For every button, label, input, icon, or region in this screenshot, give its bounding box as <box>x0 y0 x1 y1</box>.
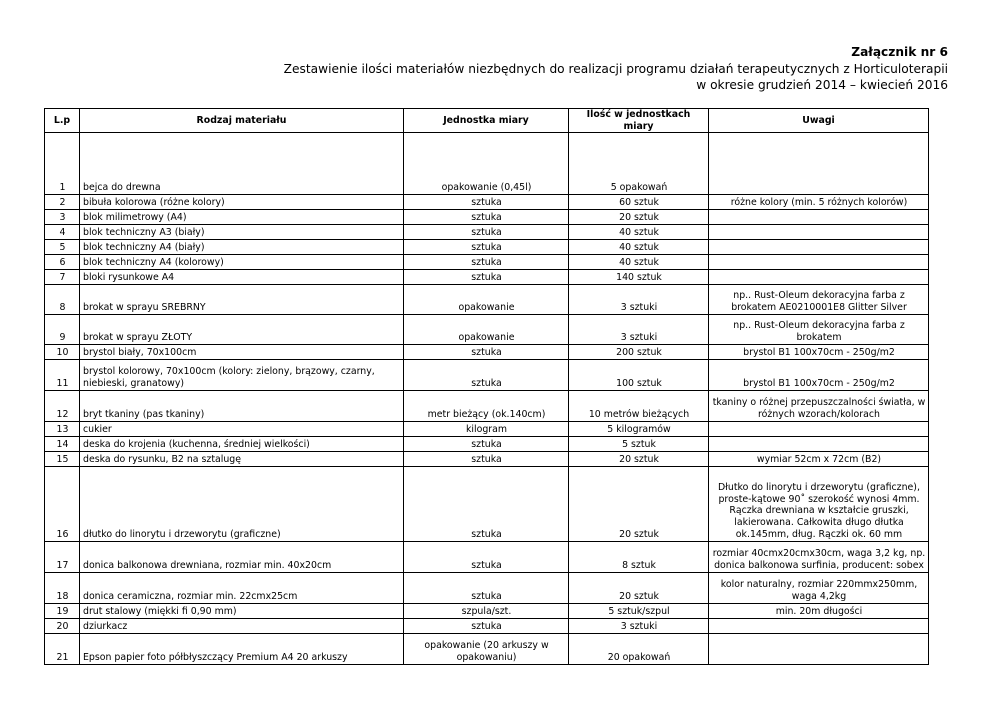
notes-cell <box>709 210 929 225</box>
row-number-cell: 19 <box>45 604 80 619</box>
notes-cell <box>709 422 929 437</box>
table-row <box>45 195 929 210</box>
unit-cell: sztuka <box>404 225 569 240</box>
table-row <box>45 604 929 619</box>
notes-cell <box>709 133 929 195</box>
table-row <box>45 619 929 634</box>
quantity-cell: 10 metrów bieżących <box>569 391 709 422</box>
material-name-cell: drut stalowy (miękki fi 0,90 mm) <box>80 604 404 619</box>
material-name-cell: bibuła kolorowa (różne kolory) <box>80 195 404 210</box>
unit-cell: kilogram <box>404 422 569 437</box>
unit-cell: sztuka <box>404 360 569 391</box>
notes-cell: np.. Rust-Oleum dekoracyjna farba z brokatem AE0210001E8 Glitter Silver <box>709 285 929 315</box>
table-row <box>45 315 929 345</box>
unit-cell: metr bieżący (ok.140cm) <box>404 391 569 422</box>
table-row <box>45 210 929 225</box>
material-name-cell: bryt tkaniny (pas tkaniny) <box>80 391 404 422</box>
notes-cell: tkaniny o różnej przepuszczalności światła, w różnych wzorach/kolorach <box>709 391 929 422</box>
notes-cell: np.. Rust-Oleum dekoracyjna farba z brokatem <box>709 315 929 345</box>
row-number-cell: 12 <box>45 391 80 422</box>
row-number-cell: 21 <box>45 634 80 665</box>
notes-cell: Dłutko do linorytu i drzeworytu (graficzne), proste-kątowe 90˚ szerokość wynosi 4mm. Rączka drewniana w kształcie gruszki, lakierowana. Całkowita długo dłutka ok.145mm, dług. Rączki ok. 60 mm <box>709 467 929 542</box>
material-name-cell: brystol kolorowy, 70x100cm (kolory: zielony, brązowy, czarny, niebieski, granatowy) <box>80 360 404 391</box>
notes-cell <box>709 634 929 665</box>
quantity-cell: 200 sztuk <box>569 345 709 360</box>
material-name-cell: deska do krojenia (kuchenna, średniej wielkości) <box>80 437 404 452</box>
table-row <box>45 240 929 255</box>
unit-cell: sztuka <box>404 452 569 467</box>
material-name-cell: dłutko do linorytu i drzeworytu (graficzne) <box>80 467 404 542</box>
material-name-cell: donica ceramiczna, rozmiar min. 22cmx25cm <box>80 573 404 604</box>
notes-cell <box>709 255 929 270</box>
quantity-cell: 5 kilogramów <box>569 422 709 437</box>
row-number-cell: 20 <box>45 619 80 634</box>
unit-cell: sztuka <box>404 210 569 225</box>
quantity-cell: 20 sztuk <box>569 573 709 604</box>
quantity-cell: 5 opakowań <box>569 133 709 195</box>
unit-cell: sztuka <box>404 619 569 634</box>
material-name-cell: dziurkacz <box>80 619 404 634</box>
table-row <box>45 345 929 360</box>
row-number-cell: 11 <box>45 360 80 391</box>
unit-cell: sztuka <box>404 467 569 542</box>
unit-cell: sztuka <box>404 437 569 452</box>
quantity-cell: 60 sztuk <box>569 195 709 210</box>
row-number-cell: 4 <box>45 225 80 240</box>
material-name-cell: Epson papier foto półbłyszczący Premium A4 20 arkuszy <box>80 634 404 665</box>
table-body <box>45 133 929 665</box>
material-name-cell: brokat w sprayu SREBRNY <box>80 285 404 315</box>
notes-cell: rozmiar 40cmx20cmx30cm, waga 3,2 kg, np. donica balkonowa surfinia, producent: sobex <box>709 542 929 573</box>
notes-cell <box>709 270 929 285</box>
notes-cell: brystol B1 100x70cm - 250g/m2 <box>709 345 929 360</box>
table-row <box>45 270 929 285</box>
row-number-cell: 16 <box>45 467 80 542</box>
unit-cell: sztuka <box>404 240 569 255</box>
quantity-cell: 3 sztuki <box>569 619 709 634</box>
row-number-cell: 8 <box>45 285 80 315</box>
material-name-cell: blok milimetrowy (A4) <box>80 210 404 225</box>
unit-cell: sztuka <box>404 542 569 573</box>
unit-cell: sztuka <box>404 270 569 285</box>
table-row <box>45 542 929 573</box>
unit-cell: sztuka <box>404 573 569 604</box>
notes-cell <box>709 619 929 634</box>
quantity-cell: 3 sztuki <box>569 315 709 345</box>
row-number-cell: 14 <box>45 437 80 452</box>
quantity-cell: 20 sztuk <box>569 210 709 225</box>
table-row <box>45 133 929 195</box>
material-name-cell: brokat w sprayu ZŁOTY <box>80 315 404 345</box>
quantity-cell: 20 sztuk <box>569 452 709 467</box>
quantity-cell: 20 sztuk <box>569 467 709 542</box>
table-row <box>45 391 929 422</box>
table-row <box>45 452 929 467</box>
unit-cell: opakowanie <box>404 315 569 345</box>
quantity-cell: 5 sztuk <box>569 437 709 452</box>
table-row <box>45 225 929 240</box>
material-name-cell: brystol biały, 70x100cm <box>80 345 404 360</box>
quantity-cell: 40 sztuk <box>569 255 709 270</box>
notes-cell: min. 20m długości <box>709 604 929 619</box>
quantity-cell: 3 sztuki <box>569 285 709 315</box>
row-number-cell: 10 <box>45 345 80 360</box>
table-row <box>45 437 929 452</box>
row-number-cell: 15 <box>45 452 80 467</box>
material-name-cell: deska do rysunku, B2 na sztalugę <box>80 452 404 467</box>
unit-cell: szpula/szt. <box>404 604 569 619</box>
unit-cell: sztuka <box>404 195 569 210</box>
row-number-cell: 2 <box>45 195 80 210</box>
annex-title: Załącznik nr 6 <box>851 45 948 59</box>
material-name-cell: blok techniczny A4 (biały) <box>80 240 404 255</box>
notes-cell <box>709 437 929 452</box>
unit-cell: sztuka <box>404 255 569 270</box>
notes-cell <box>709 240 929 255</box>
material-name-cell: blok techniczny A4 (kolorowy) <box>80 255 404 270</box>
notes-cell: wymiar 52cm x 72cm (B2) <box>709 452 929 467</box>
table-header-row <box>45 109 929 133</box>
unit-cell: opakowanie <box>404 285 569 315</box>
quantity-cell: 40 sztuk <box>569 225 709 240</box>
table-row <box>45 573 929 604</box>
column-header-material: Rodzaj materiału <box>80 109 404 133</box>
quantity-cell: 8 sztuk <box>569 542 709 573</box>
column-header-notes: Uwagi <box>709 109 929 133</box>
materials-table <box>44 108 929 665</box>
row-number-cell: 17 <box>45 542 80 573</box>
notes-cell: kolor naturalny, rozmiar 220mmx250mm, waga 4,2kg <box>709 573 929 604</box>
row-number-cell: 18 <box>45 573 80 604</box>
table-row <box>45 255 929 270</box>
column-header-lp: L.p <box>45 109 80 133</box>
column-header-quantity: Ilość w jednostkach miary <box>569 109 709 133</box>
material-name-cell: bloki rysunkowe A4 <box>80 270 404 285</box>
notes-cell: różne kolory (min. 5 różnych kolorów) <box>709 195 929 210</box>
table-row <box>45 422 929 437</box>
row-number-cell: 1 <box>45 133 80 195</box>
table-row <box>45 467 929 542</box>
row-number-cell: 3 <box>45 210 80 225</box>
document-period: w okresie grudzień 2014 – kwiecień 2016 <box>696 78 948 92</box>
material-name-cell: blok techniczny A3 (biały) <box>80 225 404 240</box>
material-name-cell: donica balkonowa drewniana, rozmiar min. 40x20cm <box>80 542 404 573</box>
quantity-cell: 100 sztuk <box>569 360 709 391</box>
material-name-cell: cukier <box>80 422 404 437</box>
quantity-cell: 140 sztuk <box>569 270 709 285</box>
document-subtitle: Zestawienie ilości materiałów niezbędnych do realizacji programu działań terapeutycznych z Horticuloterapii <box>283 61 948 76</box>
row-number-cell: 6 <box>45 255 80 270</box>
notes-cell <box>709 225 929 240</box>
table-row <box>45 360 929 391</box>
table-row <box>45 634 929 665</box>
unit-cell: opakowanie (20 arkuszy w opakowaniu) <box>404 634 569 665</box>
unit-cell: opakowanie (0,45l) <box>404 133 569 195</box>
quantity-cell: 40 sztuk <box>569 240 709 255</box>
row-number-cell: 7 <box>45 270 80 285</box>
row-number-cell: 13 <box>45 422 80 437</box>
quantity-cell: 5 sztuk/szpul <box>569 604 709 619</box>
row-number-cell: 9 <box>45 315 80 345</box>
material-name-cell: bejca do drewna <box>80 133 404 195</box>
row-number-cell: 5 <box>45 240 80 255</box>
column-header-unit: Jednostka miary <box>404 109 569 133</box>
document-header <box>284 44 948 94</box>
notes-cell: brystol B1 100x70cm - 250g/m2 <box>709 360 929 391</box>
table-row <box>45 285 929 315</box>
quantity-cell: 20 opakowań <box>569 634 709 665</box>
unit-cell: sztuka <box>404 345 569 360</box>
